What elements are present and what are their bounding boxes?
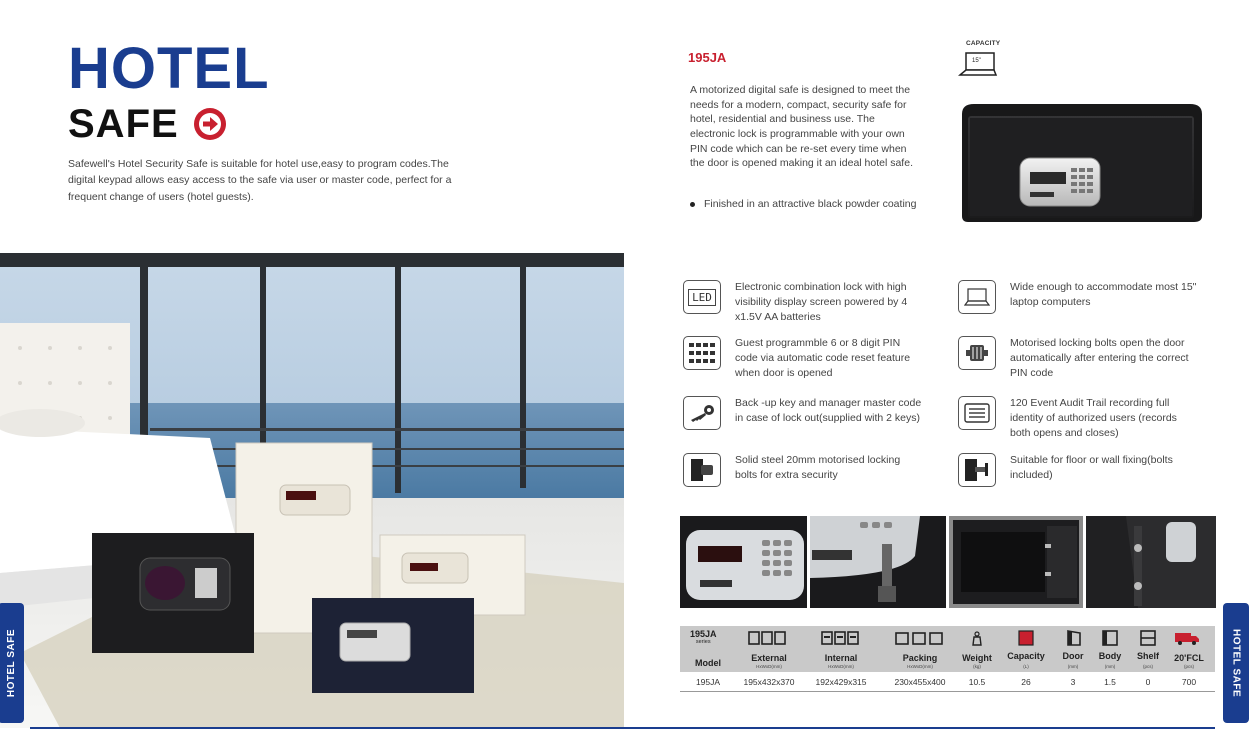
thumb-open-door (949, 516, 1083, 608)
cell-packing: 230x455x400 (894, 677, 946, 687)
cell-capacity: 26 (1021, 677, 1031, 687)
external-dimensions-icon (748, 630, 786, 646)
feature-text: Suitable for floor or wall fixing(bolts included) (1010, 454, 1173, 482)
steel-bolt-shape (689, 457, 715, 483)
key-icon (683, 396, 721, 430)
side-tab-left-label: HOTEL SAFE (5, 628, 17, 698)
key-lock-image (810, 516, 946, 608)
feature-wall-fixing (958, 453, 1200, 487)
led-icon-label: LED (688, 289, 716, 306)
steel-bolt-icon (683, 453, 721, 487)
page-title-safe (68, 104, 227, 144)
intro-paragraph: Safewell's Hotel Security Safe is suitable for hotel use,easy to program codes.The digital keypad allows easy access to the safe via user or master code, perfect for a frequent change of users (hotel guests). (68, 158, 452, 203)
thumb-keypad-panel (680, 516, 807, 608)
hotel-room-illustration (0, 253, 624, 728)
product-description: A motorized digital safe is designed to meet the needs for a modern, compact, security safe for hotel, residential and business use. The electronic lock is programmable with your own PIN code which can be re-set every time when the door is opened making it an ideal hotel safe. (690, 84, 913, 170)
wall-fixing-icon (958, 453, 996, 487)
capacity-label: CAPACITY (966, 40, 1001, 47)
side-tab-left[interactable] (0, 603, 24, 723)
col-fcl: 20'FCL (1174, 653, 1204, 663)
feature-motorised-bolts (958, 336, 1200, 382)
col-packing-unit: HxWxD(mm) (907, 664, 933, 669)
col-model: Model (695, 658, 721, 668)
packing-dimensions-icon (895, 630, 945, 646)
cell-model: 195JA (695, 677, 721, 687)
capacity-value: 15" (972, 58, 981, 64)
shelf-icon (1140, 630, 1156, 646)
feature-text: Back -up key and manager master code in case of lock out(supplied with 2 keys) (735, 397, 922, 425)
col-packing: Packing (902, 653, 938, 663)
col-internal: Internal (824, 653, 858, 663)
feature-laptop (958, 280, 1200, 314)
col-door: Door (1062, 651, 1084, 661)
keypad-shape (688, 342, 716, 364)
door-bolts-image (1086, 516, 1216, 608)
feature-steel-bolts (683, 453, 925, 487)
led-display-icon (683, 280, 721, 314)
feature-backup-key (683, 396, 925, 430)
cell-weight: 10.5 (968, 677, 986, 687)
finish-bullet-text: Finished in an attractive black powder coating (704, 198, 917, 210)
feature-pin-code (683, 336, 925, 382)
cell-fcl: 700 (1181, 677, 1197, 687)
key-shape (688, 403, 716, 423)
page-title-hotel: HOTEL (68, 36, 270, 101)
col-shelf-unit: (pcs) (1143, 664, 1153, 669)
open-door-image (949, 516, 1083, 608)
laptop-capacity-icon (958, 50, 998, 78)
keypad-panel-image (680, 516, 807, 608)
side-tab-right-label: HOTEL SAFE (1230, 628, 1242, 698)
container-truck-icon (1174, 630, 1200, 646)
col-door-unit: (mm) (1067, 664, 1079, 669)
internal-dimensions-icon (821, 630, 859, 646)
cell-shelf: 0 (1145, 677, 1151, 687)
title-safe-text: SAFE (68, 102, 179, 146)
laptop-icon (958, 280, 996, 314)
finish-bullet (690, 198, 916, 210)
series-model: 195JA (690, 629, 717, 639)
col-body-unit: (mm) (1104, 664, 1116, 669)
cell-body: 1.5 (1104, 677, 1116, 687)
feature-audit-trail (958, 396, 1200, 442)
col-capacity-unit: (L) (1023, 664, 1029, 669)
body-thickness-icon (1102, 630, 1118, 646)
bottom-divider (30, 727, 1215, 729)
col-body: Body (1098, 651, 1122, 661)
series-word: series (695, 639, 711, 645)
door-thickness-icon (1066, 630, 1082, 646)
capacity-icon (1018, 630, 1034, 646)
bullet-dot-icon (690, 202, 695, 207)
audit-log-icon (958, 396, 996, 430)
col-shelf: Shelf (1136, 651, 1159, 661)
wall-fixing-shape (963, 457, 991, 483)
motor-icon (958, 336, 996, 370)
spec-table-header (680, 626, 1215, 672)
cell-external: 195x432x370 (743, 677, 795, 687)
thumb-key-lock (810, 516, 946, 608)
side-tab-right[interactable] (1223, 603, 1249, 723)
col-weight: Weight (962, 653, 992, 663)
cell-door: 3 (1070, 677, 1076, 687)
weight-icon (972, 630, 982, 646)
table-row (680, 672, 1215, 692)
col-capacity: Capacity (1007, 651, 1045, 661)
cell-internal: 192x429x315 (815, 677, 867, 687)
feature-text: Electronic combination lock with high visibility display screen powered by 4 x1.5V AA batteries (735, 281, 908, 324)
motor-shape (964, 341, 990, 365)
series-label (690, 630, 717, 646)
arrow-right-circle-icon (193, 107, 227, 141)
col-external-unit: HxWxD(mm) (756, 664, 782, 669)
thumb-door-bolts (1086, 516, 1216, 608)
audit-log-shape (964, 403, 990, 423)
feature-text: Wide enough to accommodate most 15" laptop computers (1010, 281, 1197, 309)
col-weight-unit: (kg) (973, 664, 981, 669)
feature-text: Motorised locking bolts open the door automatically after entering the correct PIN code (1010, 337, 1189, 380)
safe-195ja-image (958, 100, 1206, 230)
col-internal-unit: HxWxD(mm) (828, 664, 854, 669)
laptop-shape (964, 287, 990, 307)
feature-text: 120 Event Audit Trail recording full identity of authorized users (records both opens and closes) (1010, 397, 1177, 440)
feature-text: Guest programmble 6 or 8 digit PIN code via automatic code reset feature when door is opened (735, 337, 911, 380)
keypad-icon (683, 336, 721, 370)
feature-text: Solid steel 20mm motorised locking bolts for extra security (735, 454, 901, 482)
col-external: External (751, 653, 787, 663)
spec-table (680, 626, 1215, 692)
col-fcl-unit: (pcs) (1184, 664, 1194, 669)
hotel-room-photo (0, 253, 624, 728)
feature-led-display (683, 280, 925, 326)
model-title: 195JA (688, 50, 727, 65)
